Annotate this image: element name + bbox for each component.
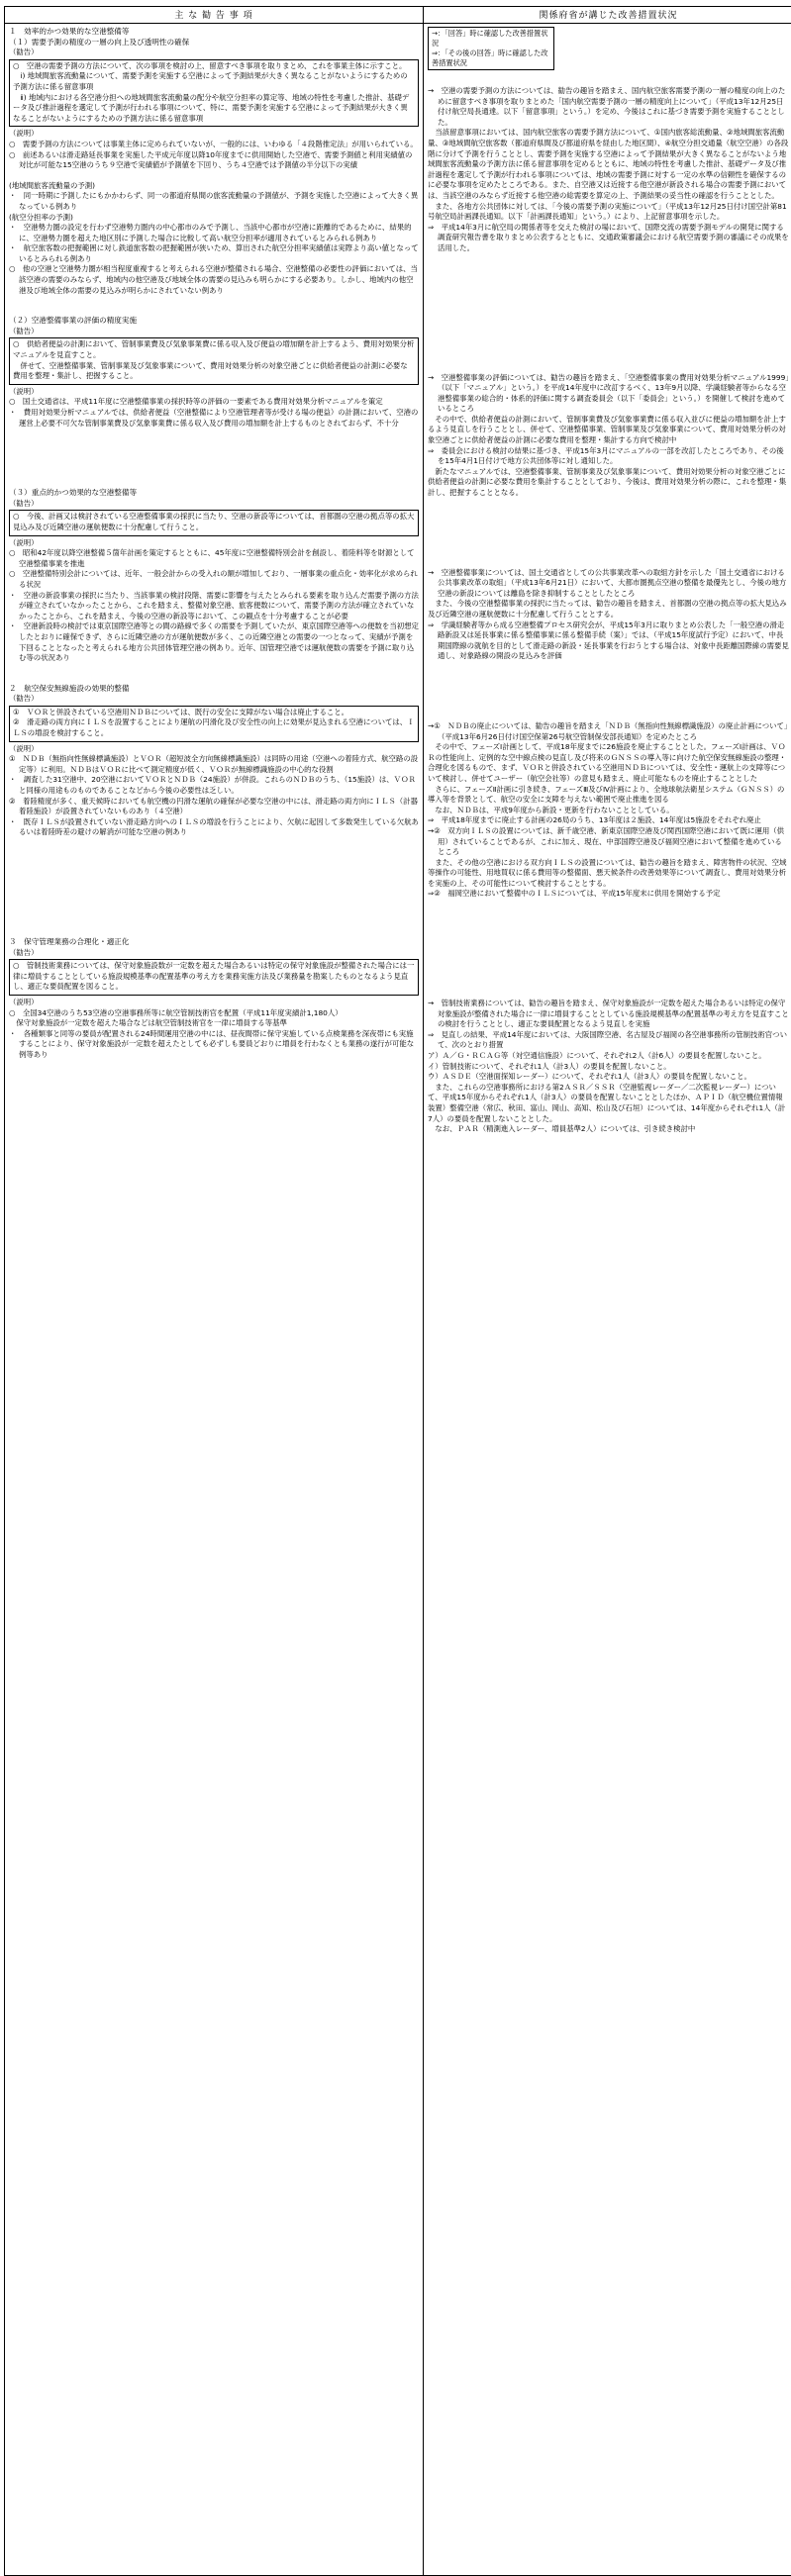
legend-box	[428, 27, 554, 70]
measure-5-para-2: ⇒ 見直しの結果、平成14年度においては、大阪国際空港、名古屋及び福岡の各空港事務所の管制技術官ついて、次のとおり措置	[428, 1030, 789, 1051]
legend-item-2: ⇒：「その後の回答」時に確認した改善措置状況	[432, 48, 550, 68]
section-1-chiiki-item-1: ・ 同一時期に予測したにもかかわらず、同一の都道府県間の旅客流動量の予測値が、予測を実施した空港によって大きく異なっている例あり	[9, 191, 419, 212]
measure-4-para-7: また、その他の空港における双方向ＩＬＳの設置については、勧告の趣旨を踏まえ、障害物件の状況、空域等操作の可能性、用地買収に係る費用等の整備面、悪天候条件の改善効果等について調査し、費用対効果分析を実施の上、その可能性について検討することとする。	[428, 858, 789, 890]
section-4-exp-4: ・ 既存ＩＬＳが設置されていない滑走路方向へのＩＬＳの増設を行うことにより、欠航に起因して多数発生している欠航あるいは着陸時差の避けの解消が可能な空港の例あり	[9, 817, 419, 838]
measure-3-para-2: また、今後の空港整備事業の採択に当たっては、勧告の趣旨を踏まえ、首都圏の空港の拠点等の拡大見込み及び近隣空港の運航便数に十分配慮して行うこととする。	[428, 599, 789, 620]
section-3-kankoku-label: （勧告）	[9, 499, 419, 510]
section-3-exp-2: ○ 空港整備特別会計については、近年、一般会計からの受入れの額が増加しており、一層事業の重点化・効率化が求められる状況	[9, 569, 419, 590]
section-4-exp-1: ① ＮＤＢ（無指向性無線標識施設）とＶＯＲ（超短波全方向無線標識施設）は同時の用途（空港への着陸方式、航空路の設定等）に利用。ＮＤＢはＶＯＲに比べて測定精度が低く、ＶＯＲが無線標識施設の中心的な役割	[9, 754, 419, 775]
section-1-chiiki-label: (地域間旅客流動量の予測)	[9, 181, 419, 192]
header-recommendations: 主 な 勧 告 事 項	[5, 7, 424, 24]
section-2-setsumei-label: （説明）	[9, 387, 419, 398]
measure-2-para-1: → 空港整備事業の評価については、勧告の趣旨を踏まえ、「空港整備事業の費用対効果分析マニュアル1999」（以下「マニュアル」という。）を平成14年度中に改訂するべく、13年9月以降、学識経験者等からなる空港整備事業の総合的・体系的評価に関する調査委員会（以下「委員会」という。）を開催して検討を進めているところ	[428, 373, 789, 415]
measure-5-para-5: ウ）ＡＳＤＥ（空港面探知レーダー）について、それぞれ1人（計3人）の要員を配置しないこと。	[428, 1072, 789, 1083]
measure-1-para-1: → 空港の需要予測の方法については、勧告の趣旨を踏まえ、国内航空旅客需要予測の一層の精度の向上のために留意すべき事項を取りまとめた「国内航空需要予測の一層の精度向上について」（平成13年12月25日付け航空局長通達。以下「留意事項」という。）を定め、今後はこれに基づき需要予測を実施することとした。	[428, 86, 789, 128]
measure-1-para-3: また、各地方公共団体に対しては、「今後の需要予測の実施について」（平成13年12月25日付け国空計第81号航空局計画課長通知。以下「計画課長通知」という。）により、上記留意事項を示した。	[428, 202, 789, 223]
measure-1-para-2: 当該留意事項においては、国内航空旅客の需要予測方法について、①国内旅客総流動量、②地域間旅客流動量、③地域間航空旅客数（都道府県間及び都道府県を経由した地区間）、④航空分担交通量（航空空港）の各段階に分けて予測を行うこととし、需要予測を実施する空港によって予測結果が大きく異なることがないよう地域間旅客流動量の予測方法に係る留意事項を定めるとともに、地域の特性を考慮した推計、基礎データ及び推計過程を選定して予測が行われる事項については、地域の需要予測に対する一定の水準の信頼性を確保するのに必要な事項を定めたところである。また、自空港又は近接する他空港が新設される場合の需要予測においては、当該空港のみならず近接する他空港の総需要を算定の上、予測結果の妥当性の確認を行うこととした。	[428, 128, 789, 201]
measure-4-para-5: ⇒ 平成18年度までに廃止する計画の26局のうち、13年度は２施設、14年度は5施設をそれぞれ廃止	[428, 815, 789, 826]
measure-1-para-4: ⇒ 平成14年3月に航空局の関係者等を交えた検討の場において、国際交流の需要予測モデルの開発に関する調査研究報告書を取りまとめ公表するとともに、交通政策審議会における航空需要予測の審議にその成果を活用した。	[428, 223, 789, 254]
measure-4-para-1: →① ＮＤＢの廃止については、勧告の趣旨を踏まえ「ＮＤＢ（無指向性無線標識施設）の廃止計画について」（平成13年6月26日付け国空保第26号航空管制保安部長通知）を定めたところ	[428, 721, 789, 742]
section-1-sub-title: （１）需要予測の精度の一層の向上及び透明性の確保	[9, 38, 419, 48]
section-2-exp-2: ・ 費用対効果分析マニュアルでは、供給者便益（空港整備により空港管理者等が受ける場の便益）の計測において、空港の運営上必要不可欠な管制事業費及び気象事業費に係る収入及び費用の増加額を計上するものとされておらず、不十分	[9, 408, 419, 429]
header-measures: 関係府省が講じた改善措置状況	[424, 7, 791, 24]
section-5-title: ３ 保守管理業務の合理化・適正化	[9, 937, 419, 948]
section-3-recommendation-box: ○ 今後、計画又は検討されている空港整備事業の採択に当たり、空港の新設等については、首都圏の空港の拠点等の拡大見込み及び近隣空港の運航便数に十分配慮して行うこと。	[9, 510, 419, 535]
table-body-row	[5, 24, 791, 2576]
section-5-recommendation-box: ○ 管制技術業務については、保守対象施設数が一定数を超えた場合あるいは特定の保守対象施設が整備された場合には一律に増員することとしている施設規模基準の配置基準の考え方を業務実施方法及び業務量を勘案したものとなるよう見直し、適正な要員配置を図ること。	[9, 959, 419, 996]
section-1-exp-2: ○ 前述あるいは滑走路延長事業を実施した平成元年度以降10年度までに供用開始した空港で、需要予測値と利用実績値の対比が可能な15空港のうち９空港で実績値が予測値を下回り、うち４空港では予測値の半分以下の実績	[9, 150, 419, 171]
measure-4-para-8: ⇒② 福岡空港において整備中のＩＬＳについては、平成15年度末に供用を開始する予定	[428, 889, 789, 900]
section-1-exp-1: ○ 需要予測の方法については事業主体に定められていないが、一般的には、いわゆる「４段階推定法」が用いられている。	[9, 140, 419, 150]
comparison-table	[4, 6, 791, 2576]
section-1-kankoku-label: （勧告）	[9, 48, 419, 58]
section-4-exp-2: ・ 調査した31空港中、20空港においてＶＯＲとＮＤＢ（24施設）が併設。これらのＮＤＢのうち、（15施設）は、ＶＯＲと同様の用途ものものであることなどから今後の必要性は乏しい。	[9, 775, 419, 796]
section-5-setsumei-label: （説明）	[9, 998, 419, 1008]
section-3-exp-1: ○ 昭和42年度以降空港整備５箇年計画を策定するとともに、45年度に空港整備特別会計を創設し、着陸料等を財源として空港整備事業を推進	[9, 548, 419, 569]
section-5-kankoku-label: （勧告）	[9, 948, 419, 959]
legend-item-1: →：「回答」時に確認した改善措置状況	[432, 29, 550, 48]
section-5-exp-3: ・ 各種類事と同等の要員が配置される24時間運用空港の中には、昼夜間帯に保守実施している点検業務を深夜帯にも実施することにより、保守対象施設が一定数を超えたとしても必ずしも要員どおりに増員を行わなくとも業務の遂行が可能な例等あり	[9, 1029, 419, 1061]
section-1-setsumei-label: （説明）	[9, 129, 419, 140]
measure-3-para-1: → 空港整備事業については、国土交通省としての公共事業改革への取組方針を示した「国土交通省における公共事業改革の取組」（平成13年6月21日）において、大都市圏拠点空港の整備を最優先とし、今後の地方空港の新設については離島を除き抑制することとしたところ	[428, 568, 789, 600]
section-5-exp-2: 保守対象施設が一定数を超えた場合などは航空管制技術官を一律に増員する等基準	[9, 1018, 419, 1029]
measure-5-para-1: → 管制技術業務については、勧告の趣旨を踏まえ、保守対象施設が一定数を超えた場合あるいは特定の保守対象施設が整備された場合に一律に増員することとしている施設規模基準の配置基準の考え方を見直すことの検討を行うこととし、適正な要員配置となるよう見直しを実施	[428, 999, 789, 1030]
section-3-title: （３）重点的かつ効果的な空港整備等	[9, 488, 419, 499]
measure-2-para-3: ⇒ 委員会における検討の結果に基づき、平成15年3月にマニュアルの一部を改訂したところであり、その後を15年4月1日付けで地方公共団体等に対し通知した。	[428, 446, 789, 467]
section-1-koku-item-2: ・ 航空旅客数の把握範囲に対し鉄道旅客数の把握範囲が狭いため、算出された航空分担率実績値は実際より高い値となっているとみられる例あり	[9, 243, 419, 264]
measure-4-para-2: その中で、フェーズⅠ計画として、平成18年度までに26施設を廃止することとした。フェーズⅠ計画は、ＶＯＲの性能向上、定例的な空中線点検の見直し及び将来のＧＮＳＳの導入等に向けた航空保安無線施設の整理・合理化を図るもので、まず、ＶＯＲと併設されている空港用ＮＤＢについては、安全性・運航上の支障等について検討し、併せてユーザー（航空会社等）の意見も踏まえ、廃止可能なものを廃止することとした	[428, 742, 789, 784]
right-column	[424, 24, 791, 2576]
section-4-recommendation-box: ① ＶＯＲと併設されている空港用ＮＤＢについては、既行の安全に支障がない場合は廃止すること。 ② 滑走路の両方向にＩＬＳを設置することにより運航の円滑化及び安全性の向上に効果が見込まれる空港については、ＩＬＳの増設を検討すること。	[9, 706, 419, 742]
section-2-title: （２）空港整備事業の評価の精度実施	[9, 316, 419, 327]
measure-5-para-3: ア）Ａ／Ｇ・ＲＣＡＧ等（対空通信施設）について、それぞれ2人（計6人）の要員を配置しないこと。	[428, 1051, 789, 1062]
measure-5-para-7: なお、ＰＡＲ（精測進入レーダー、増員基準2人）については、引き続き検討中	[428, 1124, 789, 1135]
section-1-title: １ 効率的かつ効果的な空港整備等	[9, 27, 419, 38]
table-header-row	[5, 7, 791, 24]
section-3-exp-4: ・ 空港新設時の検討では東京国際空港等との間の路線で多くの需要を予測していたが、東京国際空港等への便数を当初想定したとおりに確保できず、さらに近隣空港の方が運航便数が多く、この近隣空港との需要の一つとなって、実績が予測を下回ることとなったと考えられる地方公共団体管理空港の例あり。近年、国管理空港では運航便数の需要を予測に取り込む等の状況あり	[9, 621, 419, 663]
section-1-koku-item-1: ・ 空港勢力圏の設定を行わず空港勢力圏内の中心都市のみで予測し、当該中心都市が空港に距離的であるために、結果的に、空港勢力圏を超えた地区別に予測した場合に比較して高い航空分担率が適用されているとみられる例あり	[9, 223, 419, 243]
section-1-recommendation-box: ○ 空港の需要予測の方法について、次の事項を検討の上、留意すべき事項を取りまとめ、これを事業主体に示すこと。 ⅰ) 地域間旅客流動量について、需要予測を実施する空港によって予測結果が大きく異なることがないようにするための予測方法に係る留意事項 ⅱ) 地域内における各空港分担への地域間旅客流動量の配分や航空分担率の算定等、地域の特性を考慮した推計、基礎データ及び推計過程を選定して予測が行われる事項について、特に、需要予測を実施する空港によって予測結果が大きく異なることがないようにするための予測方法に係る留意事項	[9, 59, 419, 128]
left-column	[5, 24, 424, 2576]
section-1-koku-label: (航空分担率の予測)	[9, 213, 419, 224]
measure-2-para-2: その中で、供給者便益の計測において、管制事業費及び気象事業費に係る収入並びに便益の増加額を計上するよう見直しを行うこととし、併せて、空港整備事業、管制事業及び気象事業について、費用対効果分析の対象空港ごとに供給者便益の計測に必要な費用を整理・集計する方向で検討中	[428, 415, 789, 446]
section-3-exp-3: ・ 空港の新設事業の採択に当たり、当該事業の検討段階、需要に影響を与えたとみられる要素を取り込んだ需要予測の方法が確立されていなかったことから、これを踏まえ、整備対象空港、旅客便数について、需要予測の方法が確立されていなかったことから、これを踏まえ、今後の空港の新設等において、この観点を十分考慮することが必要	[9, 591, 419, 622]
section-4-exp-3: ② 着陸精度が多く、重天候時においても航空機の円滑な運航の確保が必要な空港の中には、滑走路の両方向にＩＬＳ（計器着陸施設）が設置されていないものあり（４空港）	[9, 797, 419, 817]
measure-5-para-6: また、これらの空港事務所における第2ＡＳＲ／ＳＳＲ（空港監視レーダー／二次監視レーダー）について、平成15年度からそれぞれ1人（計3人）の要員を配置しないこととしたほか、ＡＰＩＤ（航空機位置情報装置）整備空港（常広、秋田、富山、岡山、高知、松山及び石垣）については、14年度からそれぞれ1人（計7人）の要員を配置しないこととした。	[428, 1083, 789, 1124]
section-2-kankoku-label: （勧告）	[9, 327, 419, 337]
measure-2-para-4: 新たなマニュアルでは、空港整備事業、管制事業及び気象事業について、費用対効果分析の対象空港ごとに供給者便益の計測に必要な費用を集計することとしており、今後は、費用対効果分析の際に、これを整理・集計し、把握することとなる。	[428, 467, 789, 499]
section-5-exp-1: ○ 全国34空港のうち53空港の空港事務所等に航空管制技術官を配置（平成11年度実績計1,180人）	[9, 1008, 419, 1019]
measure-4-para-4: なお、ＮＤＢは、平成9年度から新設・更新を行わないこととしている。	[428, 806, 789, 816]
measure-5-para-4: イ）管制技術について、それぞれ1人（計3人）の要員を配置しないこと。	[428, 1062, 789, 1073]
section-1-koku-item-3: ○ 他の空港と空港勢力圏が相当程度重複すると考えられる空港が整備される場合、空港整備の必要性の評価においては、当該空港の需要のみならず、地域内の他空港及び地域全体の需要の見込みも明らかにする必要あり。しかし、地域内の他空港及び地域全体の需要の見込みが明らかにされていない例あり	[9, 264, 419, 296]
measure-4-para-3: さらに、フェーズⅡ計画に引き続き、フェーズⅢ及びⅣ計画により、全地球航法衛星システム（ＧＮＳＳ）の導入等を背景として、航空の安全に支障を与えない範囲で廃止推進を図る	[428, 785, 789, 806]
measure-3-para-3: ⇒ 学識経験者等から成る空港整備プロセス研究会が、平成15年3月に取りまとめ公表した「一般空港の滑走路新設又は延長事業に係る整備事業に係る整備手続（案）」では、（平成15年度試行予定）において、中長期国際線の就航を目的として滑走路の新設・延長事業を行おうとする場合は、対象中長距離国際線の需要見通し、対象路線の開設の見込みを評価	[428, 620, 789, 662]
measure-4-para-6: →② 双方向ＩＬＳの設置については、新千歳空港、新東京国際空港及び関西国際空港において既に運用（供用）されていることであるが、これに加え、現在、中部国際空港及び福岡空港において整備を進めているところ	[428, 826, 789, 858]
section-4-setsumei-label: （説明）	[9, 744, 419, 755]
section-2-exp-1: ○ 国土交通省は、平成11年度に空港整備事業の採択時等の評価の一要素である費用対効果分析マニュアルを策定	[9, 397, 419, 408]
section-3-setsumei-label: （説明）	[9, 538, 419, 549]
section-4-title: ２ 航空保安無線施設の効果的整備	[9, 684, 419, 695]
section-2-recommendation-box: ○ 供給者便益の計測において、管制事業費及び気象事業費に係る収入及び便益の増加額を計上するよう、費用対効果分析マニュアルを見直すこと。 併せて、空港整備事業、管制事業及び気象事業について、費用対効果分析の対象空港ごとに供給者便益の計測に必要な費用を整理・集計し、把握すること。	[9, 337, 419, 384]
section-4-kankoku-label: （勧告）	[9, 694, 419, 705]
